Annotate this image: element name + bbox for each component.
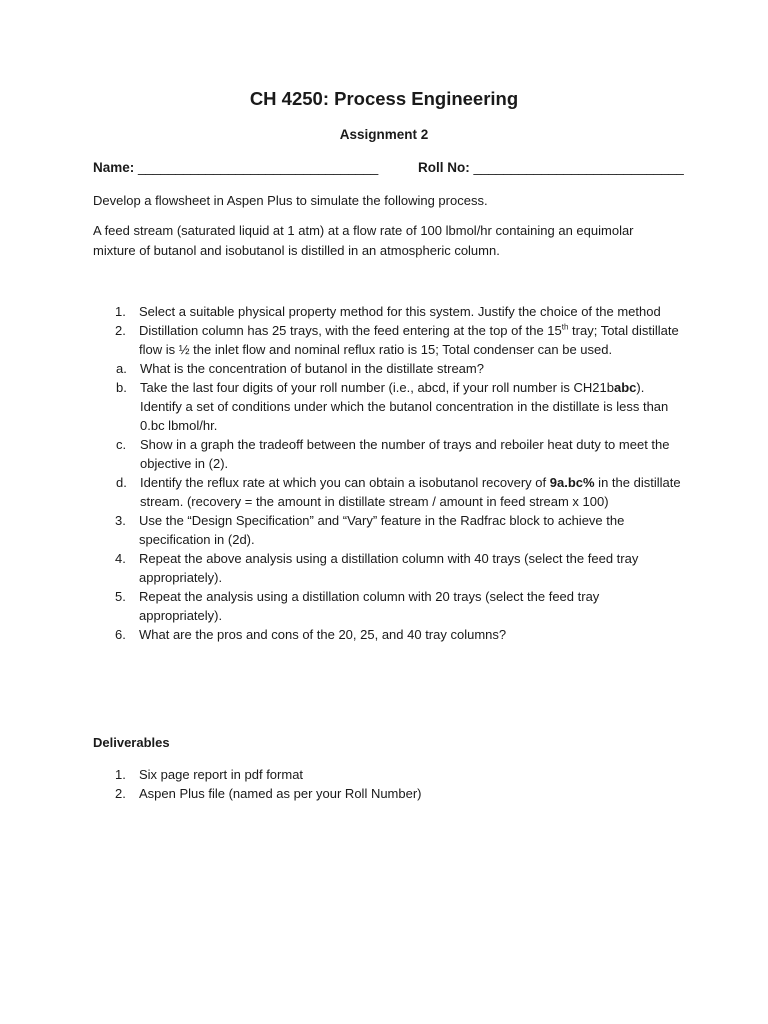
subquestion-text-part: Take the last four digits of your roll number (i.e., abcd, if your roll number is CH21b [140,380,614,395]
subquestion-emphasis: 9a.bc% [549,475,595,490]
question-item [93,511,683,549]
question-text: Use the “Design Specification” and “Vary” feature in the Radfrac block to achieve the specification in (2d). [139,513,625,547]
assignment-subtitle: Assignment 2 [339,127,429,142]
deliverables-heading: Deliverables [93,735,170,750]
subquestion-text: Show in a graph the tradeoff between the number of trays and reboiler heat duty to meet the objective in (2). [140,437,670,471]
subquestion-item [93,378,683,435]
question-item [93,302,683,321]
questions-list [93,302,683,644]
roll-blank-line: ____________________________ [473,160,684,175]
subquestion-text-part: ). Identify a set of conditions under which the butanol concentration in the distillate is less than 0.bc lbmol/hr. [140,380,669,433]
question-number: 5. [115,589,126,604]
subquestion-text-part: Identify the reflux rate at which you can obtain a isobutanol recovery of [140,475,550,490]
question-number: 4. [115,551,126,566]
deliverable-item [93,765,683,784]
subquestion-letter: c. [116,437,127,452]
feed-description-paragraph: A feed stream (saturated liquid at 1 atm) at a flow rate of 100 lbmol/hr containing an equimolar mixture of butanol and isobutanol is distilled in an atmospheric column. [93,223,634,258]
question-text: What are the pros and cons of the 20, 25, and 40 tray columns? [139,627,507,642]
subquestion-letter: a. [116,361,127,376]
roll-field [418,160,684,175]
subquestion-item [93,359,683,378]
name-label: Name: [93,160,135,175]
name-field [93,160,378,175]
subquestion-letter: b. [116,380,127,395]
question-text-part: tray; Total distillate flow is ½ the inlet flow and nominal reflux ratio is 15; Total condenser can be used. [139,323,679,357]
deliverable-number: 1. [115,767,126,782]
question-text: Repeat the above analysis using a distillation column with 40 trays (select the feed tray appropriately). [139,551,639,585]
deliverable-text: Aspen Plus file (named as per your Roll Number) [139,786,422,801]
question-text: Select a suitable physical property method for this system. Justify the choice of the method [139,304,661,319]
subquestion-emphasis: abc [614,380,637,395]
deliverables-list [93,765,683,803]
question-number: 6. [115,627,126,642]
question-item [93,625,683,644]
deliverable-item [93,784,683,803]
subquestion-letter: d. [116,475,127,490]
question-item [93,549,683,587]
name-blank-line: ________________________________ [138,160,379,175]
question-text: Repeat the analysis using a distillation column with 20 trays (select the feed tray appropriately). [139,589,600,623]
subquestion-text: What is the concentration of butanol in the distillate stream? [140,361,484,376]
deliverable-number: 2. [115,786,126,801]
question-item [93,587,683,625]
question-item [93,321,683,359]
subquestion-item [93,435,683,473]
question-text-part: Distillation column has 25 trays, with the feed entering at the top of the 15 [139,323,562,338]
subquestion-text-part: in the distillate stream. (recovery = the amount in distillate stream / amount in feed stream x 100) [140,475,681,509]
question-number: 1. [115,304,126,319]
question-number: 3. [115,513,126,528]
superscript-ordinal: th [561,322,569,332]
page-title: CH 4250: Process Engineering [249,88,519,109]
intro-paragraph: Develop a flowsheet in Aspen Plus to simulate the following process. [93,193,488,208]
question-number: 2. [115,323,126,338]
roll-label: Roll No: [418,160,470,175]
deliverable-text: Six page report in pdf format [139,767,304,782]
subquestion-item [93,473,683,511]
